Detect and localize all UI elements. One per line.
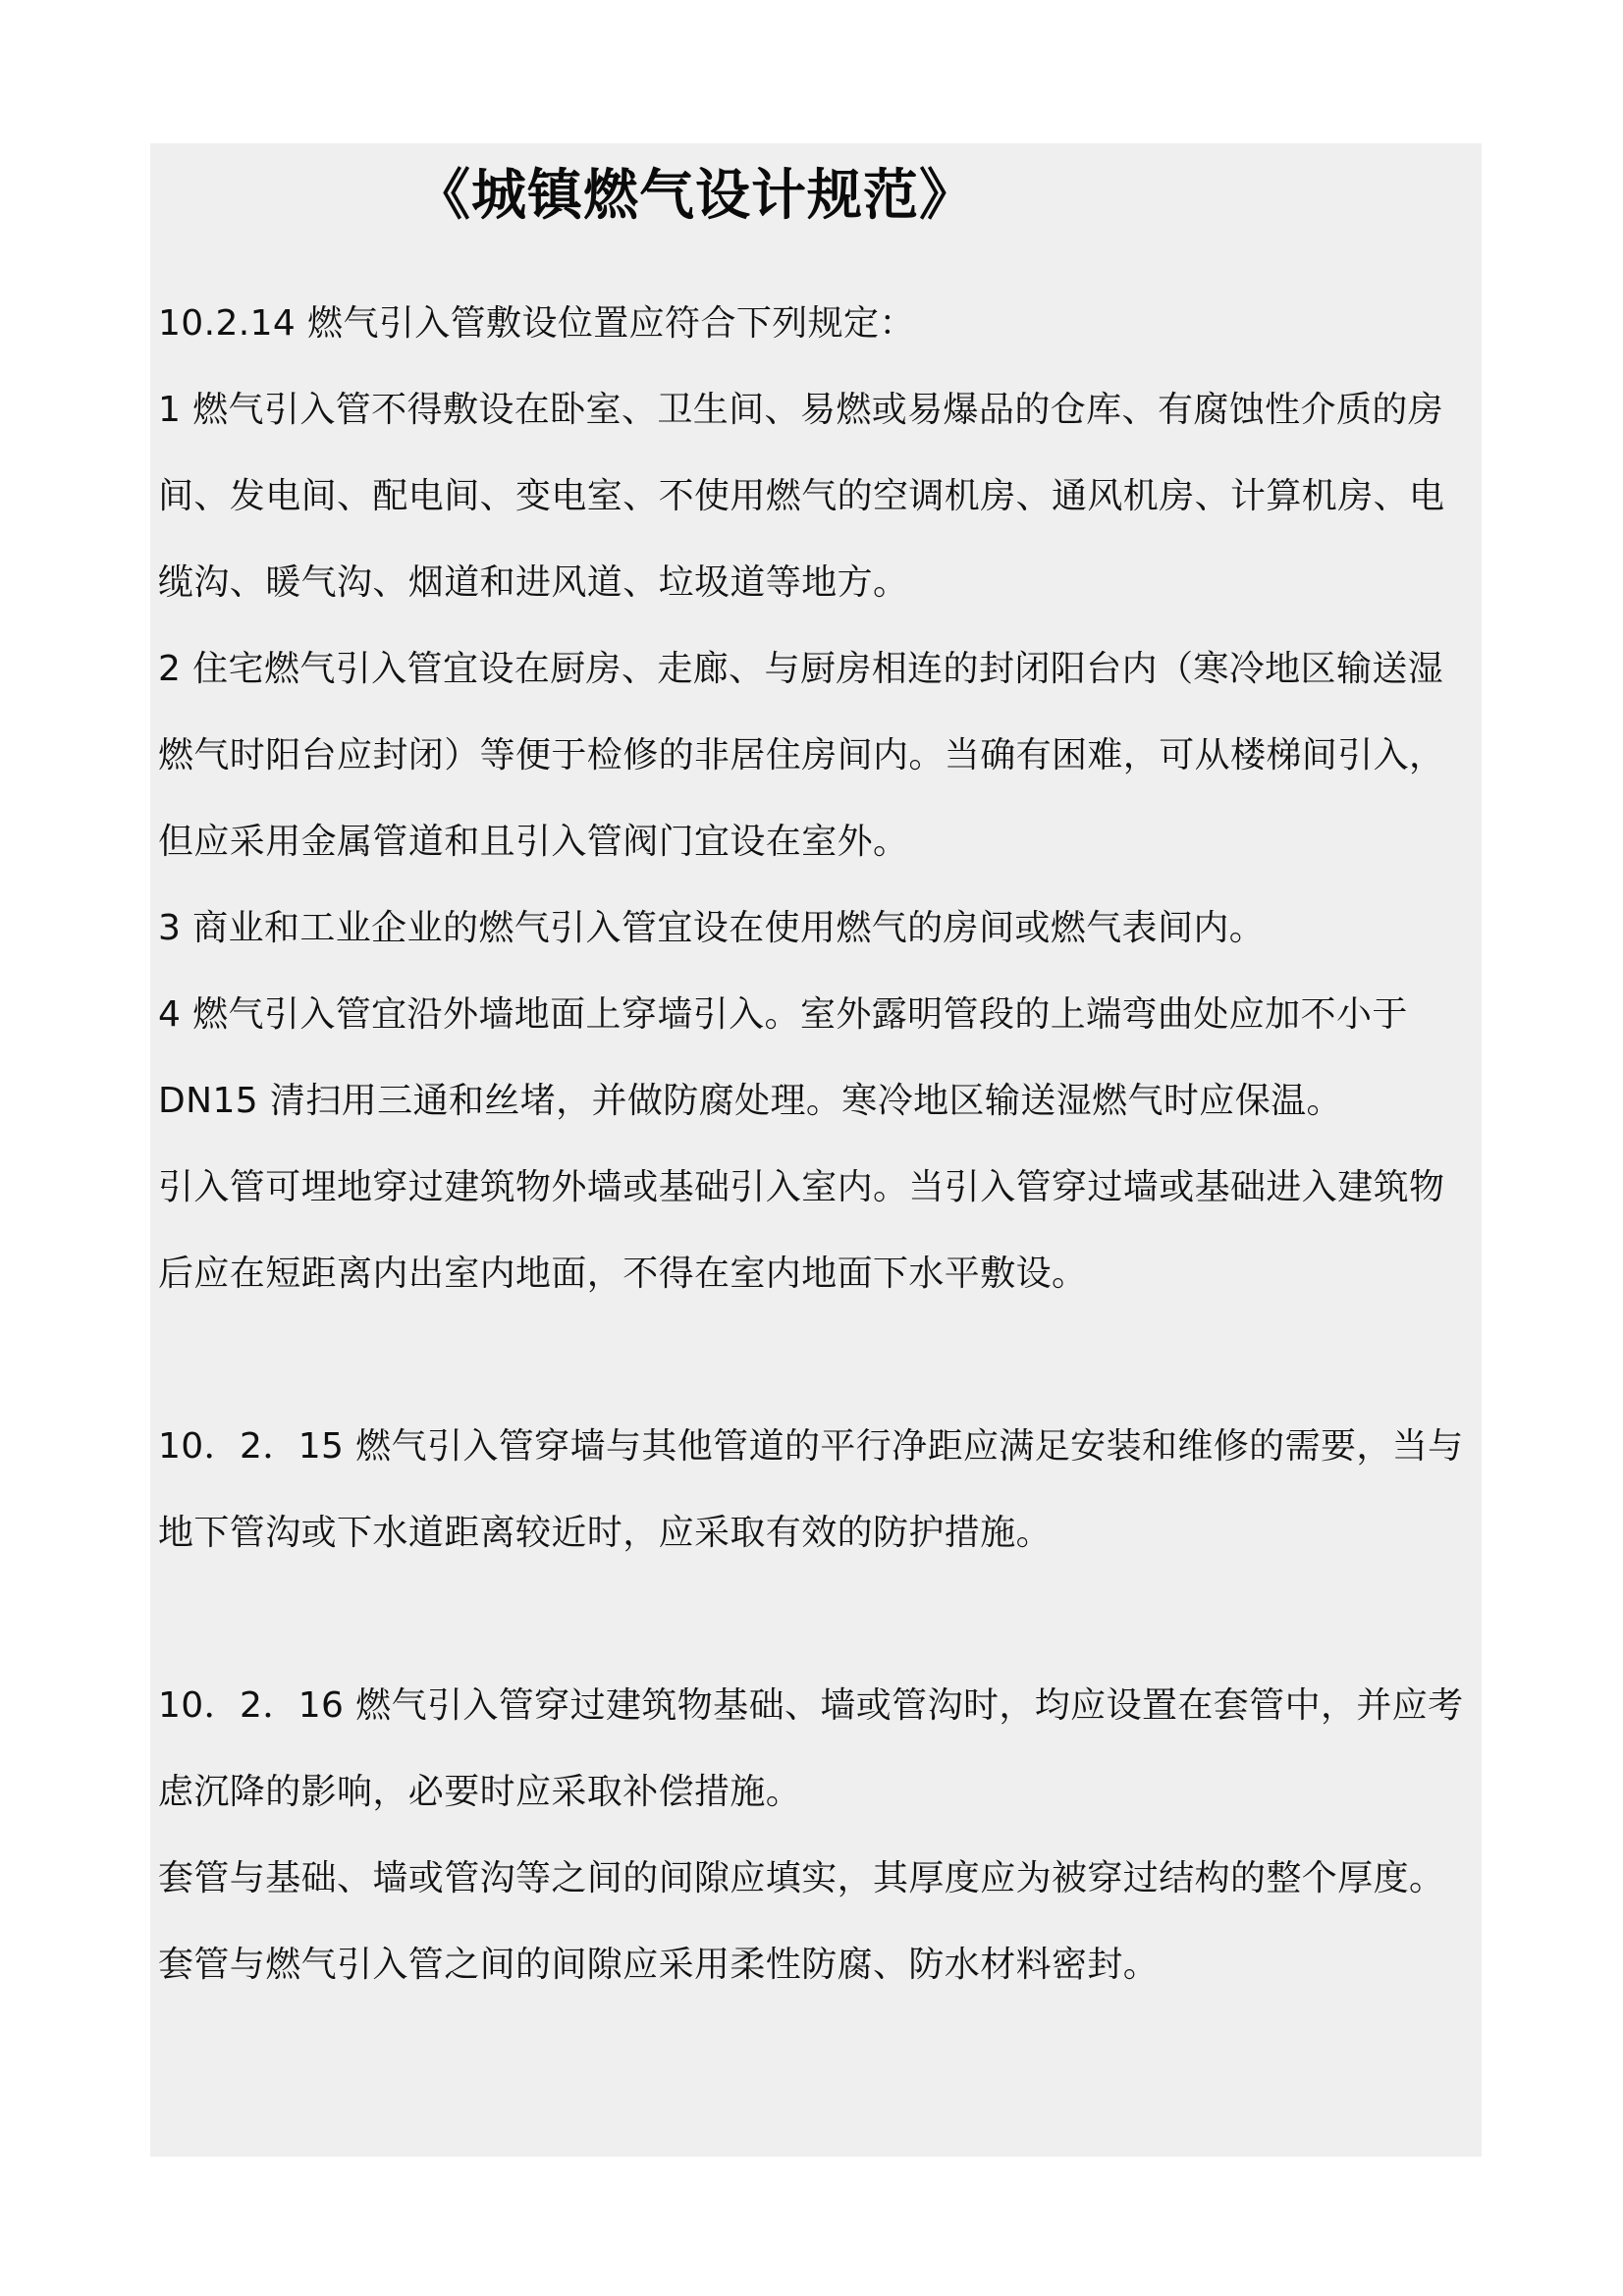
clause-10-2-16: 10．2．16 燃气引入管穿过建筑物基础、墙或管沟时，均应设置在套管中，并应考虑沉降的影响，必要时应采取补偿措施。 [158, 1685, 1464, 1812]
document-body [158, 281, 1479, 2008]
clause-10-2-14-item-1: 1 燃气引入管不得敷设在卧室、卫生间、易燃或易爆品的仓库、有腐蚀性介质的房间、发电间、配电间、变电室、不使用燃气的空调机房、通风机房、计算机房、电缆沟、暖气沟、烟道和进风道、垃圾道等地方。 [158, 390, 1445, 603]
page-title: 《城镇燃气设计规范》 [415, 163, 975, 228]
clause-10-2-16-sleeve-seal: 套管与燃气引入管之间的间隙应采用柔性防腐、防水材料密封。 [158, 1945, 1160, 1985]
section-spacer [158, 1317, 1479, 1404]
clause-10-2-15: 10．2．15 燃气引入管穿墙与其他管道的平行净距应满足安装和维修的需要，当与地下管沟或下水道距离较近时，应采取有效的防护措施。 [158, 1426, 1464, 1553]
clause-10-2-14-heading: 10.2.14 燃气引入管敷设位置应符合下列规定： [158, 303, 915, 344]
document-page [150, 143, 1482, 2157]
clause-10-2-14-item-2: 2 住宅燃气引入管宜设在厨房、走廊、与厨房相连的封闭阳台内（寒冷地区输送湿燃气时阳台应封闭）等便于检修的非居住房间内。当确有困难，可从楼梯间引入，但应采用金属管道和且引入管阀门宜设在室外。 [158, 649, 1445, 862]
clause-10-2-16-sleeve-fill: 套管与基础、墙或管沟等之间的间隙应填实，其厚度应为被穿过结构的整个厚度。 [158, 1858, 1445, 1898]
clause-10-2-14-item-4: 4 燃气引入管宜沿外墙地面上穿墙引入。室外露明管段的上端弯曲处应加不小于 DN15 清扫用三通和丝堵，并做防腐处理。寒冷地区输送湿燃气时应保温。 [158, 994, 1408, 1121]
clause-10-2-14-item-3: 3 商业和工业企业的燃气引入管宜设在使用燃气的房间或燃气表间内。 [158, 908, 1266, 948]
clause-10-2-14-item-4-continued: 引入管可埋地穿过建筑物外墙或基础引入室内。当引入管穿过墙或基础进入建筑物后应在短距离内出室内地面，不得在室内地面下水平敷设。 [158, 1167, 1445, 1294]
section-spacer [158, 1576, 1479, 1663]
